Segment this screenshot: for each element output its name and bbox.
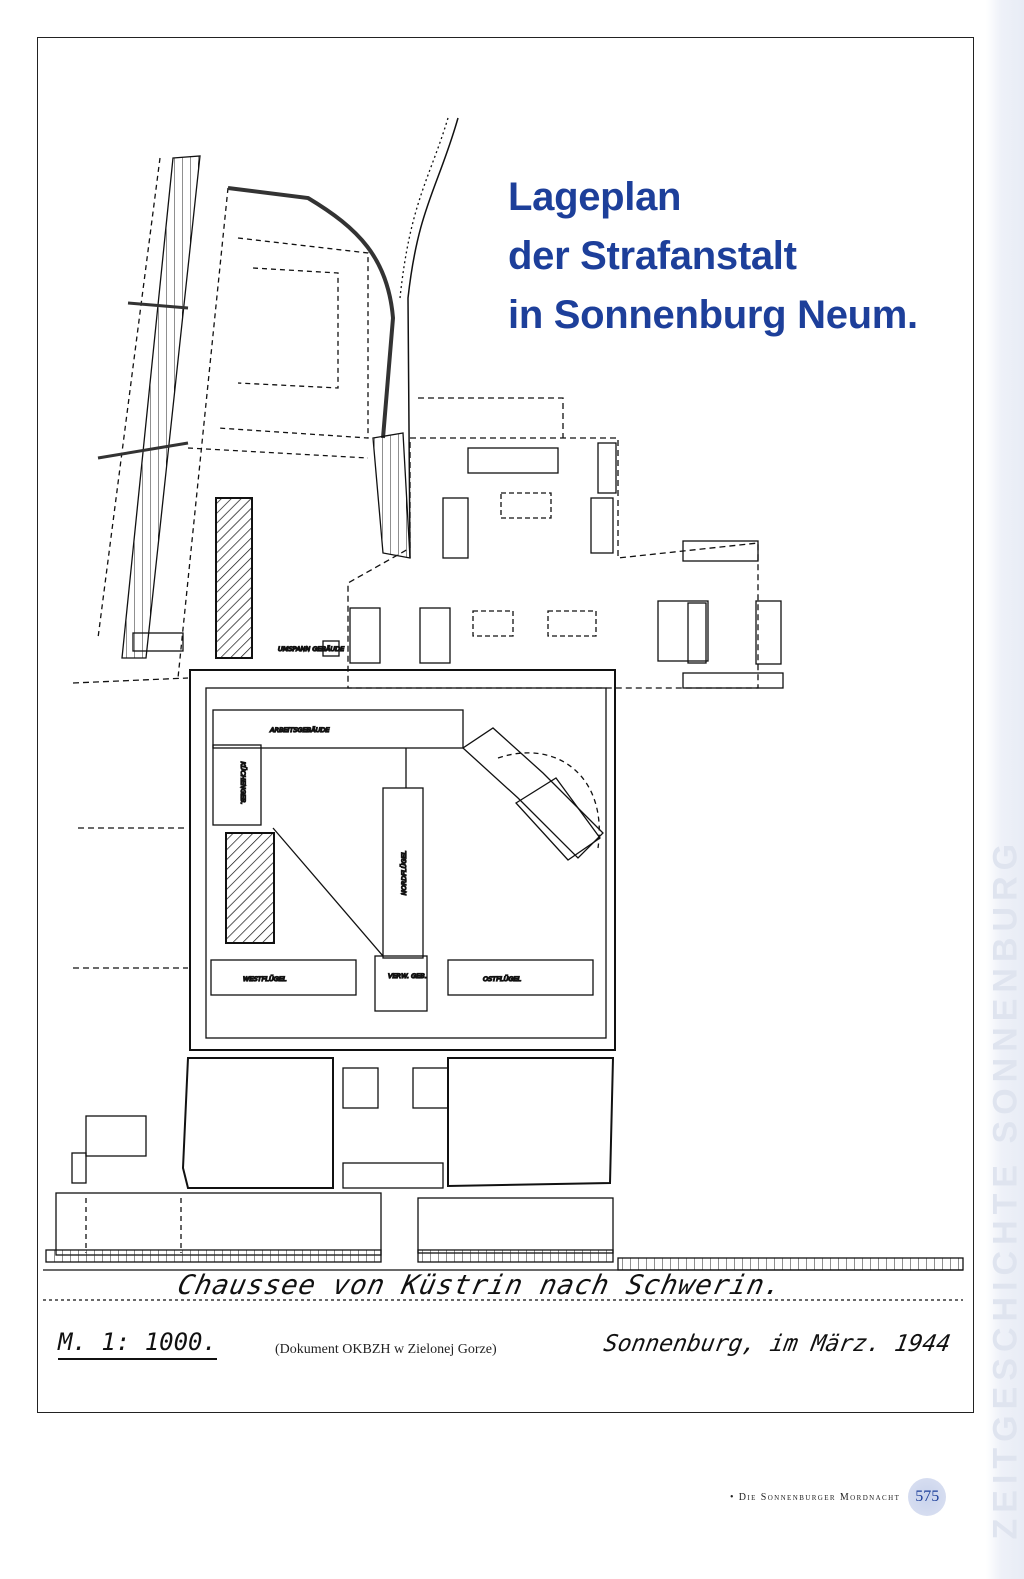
hatched-hall-north (216, 498, 252, 658)
label-kuechengeb: KÜCHENGEB. (239, 761, 247, 805)
label-verw-geb: VERW. GEB. (388, 972, 427, 980)
page-footer (730, 1477, 946, 1517)
label-ostfluegel: OSTFLÜGEL (483, 975, 522, 983)
label-umspann: UMSPANN GEBÄUDE (278, 645, 345, 653)
label-arbeitsgebaeude: ARBEITSGEBÄUDE (270, 726, 330, 734)
road-label: Chaussee von Küstrin nach Schwerin. (174, 1270, 786, 1301)
source-note: (Dokument OKBZH w Zielonej Gorze) (275, 1342, 497, 1357)
label-nordfluegel: NORDFLÜGEL (400, 850, 408, 896)
label-westfluegel: WESTFLÜGEL (243, 975, 287, 983)
title-line-2: der Strafanstalt (508, 234, 797, 278)
running-title: • Die Sonnenburger Mordnacht (730, 1491, 901, 1503)
map-title (508, 168, 918, 345)
page-number-badge (908, 1478, 946, 1516)
hatched-hall-inner (226, 833, 274, 943)
page-number: 575 (915, 1488, 940, 1505)
date-label: Sonnenburg, im März. 1944 (601, 1331, 953, 1357)
title-line-1: Lageplan (508, 175, 682, 219)
page-edge-strip (986, 0, 1024, 1579)
title-line-3: in Sonnenburg Neum. (508, 293, 918, 337)
nw-boundary-wall (98, 156, 228, 678)
scale-label: M. 1: 1000. (58, 1328, 217, 1360)
side-watermark: ZEITGESCHICHTE SONNENBURG (986, 837, 1024, 1540)
map-frame (37, 37, 974, 1413)
north-road (408, 118, 458, 558)
